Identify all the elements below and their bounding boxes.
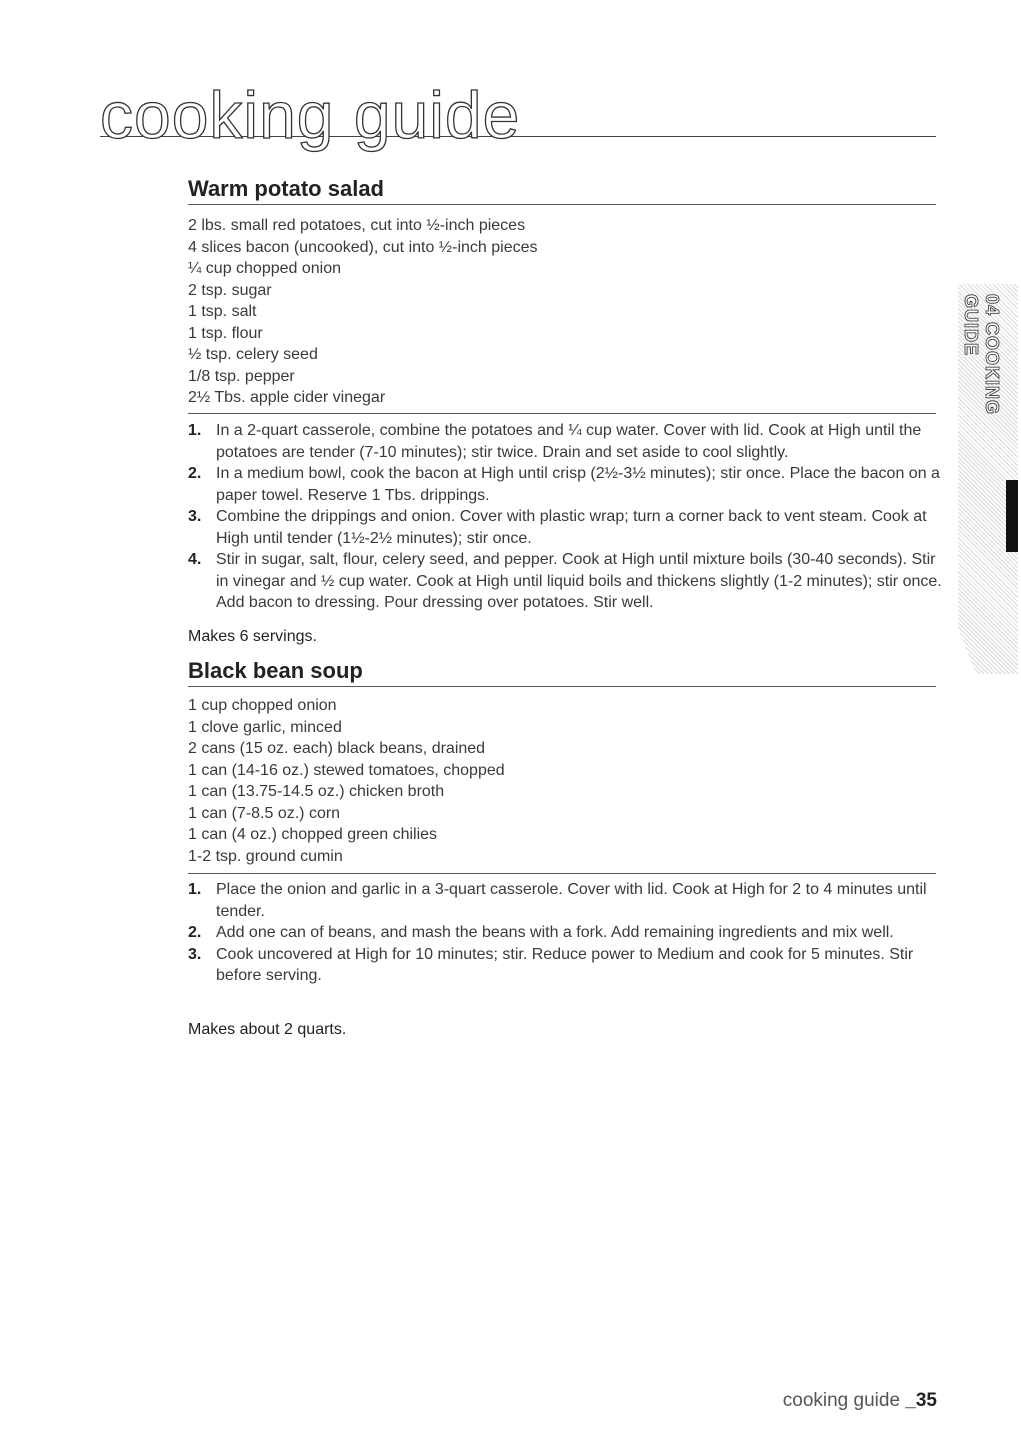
ingredient-item: 1 tsp. flour: [188, 324, 263, 342]
step-number: 3.: [188, 508, 202, 525]
ingredient-list-warm-potato-salad: [188, 215, 936, 414]
chapter-side-tab: [958, 284, 1018, 674]
step-item: [188, 463, 948, 506]
step-list-black-bean-soup: [188, 879, 948, 987]
page-title: [100, 70, 936, 152]
step-text: Place the onion and garlic in a 3-quart casserole. Cover with lid. Cook at High for 2 to 4 minutes until tender.: [216, 881, 927, 920]
ingredient-item: 2 cans (15 oz. each) black beans, drained: [188, 740, 486, 757]
ingredient-item: 1 can (4 oz.) chopped green chilies: [188, 826, 438, 843]
recipe-yield: Makes about 2 quarts.: [188, 1021, 347, 1038]
ingredient-item: 1 cup chopped onion: [188, 697, 337, 714]
step-item: [188, 549, 948, 614]
recipe-yield: Makes 6 servings.: [188, 628, 317, 645]
step-number: 4.: [188, 551, 202, 568]
step-text: In a medium bowl, cook the bacon at High until crisp (2½-3½ minutes); stir once. Place the bacon on a paper towel. Reserve 1 Tbs. drippings.: [216, 465, 940, 504]
ingredient-item: 2 tsp. sugar: [188, 281, 272, 299]
ingredient-item: 2 lbs. small red potatoes, cut into ½-inch pieces: [188, 217, 526, 234]
ingredient-item: 1-2 tsp. ground cumin: [188, 847, 343, 865]
ingredient-item: 1/8 tsp. pepper: [188, 367, 295, 385]
footer-label: cooking guide: [782, 1390, 901, 1411]
recipe-title-black-bean-soup: Black bean soup: [188, 658, 936, 687]
step-item: [188, 420, 948, 463]
step-text: In a 2-quart casserole, combine the potatoes and ¼ cup water. Cover with lid. Cook at High until the potatoes are tender (7-10 minutes); stir twice. Drain and set aside to cool slightly.: [216, 422, 922, 461]
recipe-title-warm-potato-salad: Warm potato salad: [188, 176, 936, 205]
page-title-text: cooking guide: [100, 78, 521, 152]
step-number: 1.: [188, 422, 202, 439]
step-item: [188, 879, 948, 922]
step-list-warm-potato-salad: [188, 420, 948, 614]
page-footer: [783, 1390, 937, 1412]
ingredient-item: 4 slices bacon (uncooked), cut into ½-inch pieces: [188, 238, 538, 256]
step-item: [188, 506, 948, 549]
step-number: 3.: [188, 945, 202, 963]
page-number: _35: [905, 1390, 937, 1411]
ingredient-item: 1 clove garlic, minced: [188, 718, 342, 736]
ingredient-item: 1 can (14-16 oz.) stewed tomatoes, chopped: [188, 761, 505, 779]
ingredient-list-black-bean-soup: [188, 695, 936, 874]
step-text: Stir in sugar, salt, flour, celery seed, and pepper. Cook at High until mixture boils (30-40 seconds). Stir in vinegar and ½ cup water. Cook at High until liquid boils and thickens slightly (1-2 minutes); stir once. Add bacon to dressing. Pour dressing over potatoes. Stir well.: [216, 551, 942, 611]
step-item: [188, 944, 948, 987]
ingredient-item: ½ tsp. celery seed: [188, 346, 318, 363]
ingredient-item: 1 tsp. salt: [188, 303, 257, 320]
ingredient-item: 1 can (7-8.5 oz.) corn: [188, 804, 341, 822]
step-text: Cook uncovered at High for 10 minutes; stir. Reduce power to Medium and cook for 5 minutes. Stir before serving.: [216, 945, 914, 984]
ingredient-item: 2½ Tbs. apple cider vinegar: [188, 389, 386, 406]
step-number: 1.: [188, 881, 202, 898]
ingredient-item: ¼ cup chopped onion: [188, 260, 342, 277]
step-text: Combine the drippings and onion. Cover with plastic wrap; turn a corner back to vent steam. Cook at High until tender (1½-2½ minutes); stir once.: [216, 508, 927, 547]
ingredient-item: 1 can (13.75-14.5 oz.) chicken broth: [188, 783, 445, 800]
step-number: 2.: [188, 924, 202, 941]
chapter-marker: [1006, 480, 1018, 552]
step-text: Add one can of beans, and mash the beans with a fork. Add remaining ingredients and mix well.: [216, 924, 894, 941]
step-number: 2.: [188, 465, 202, 482]
side-tab-label: 04 COOKING GUIDE: [961, 294, 1002, 416]
step-item: [188, 922, 948, 944]
